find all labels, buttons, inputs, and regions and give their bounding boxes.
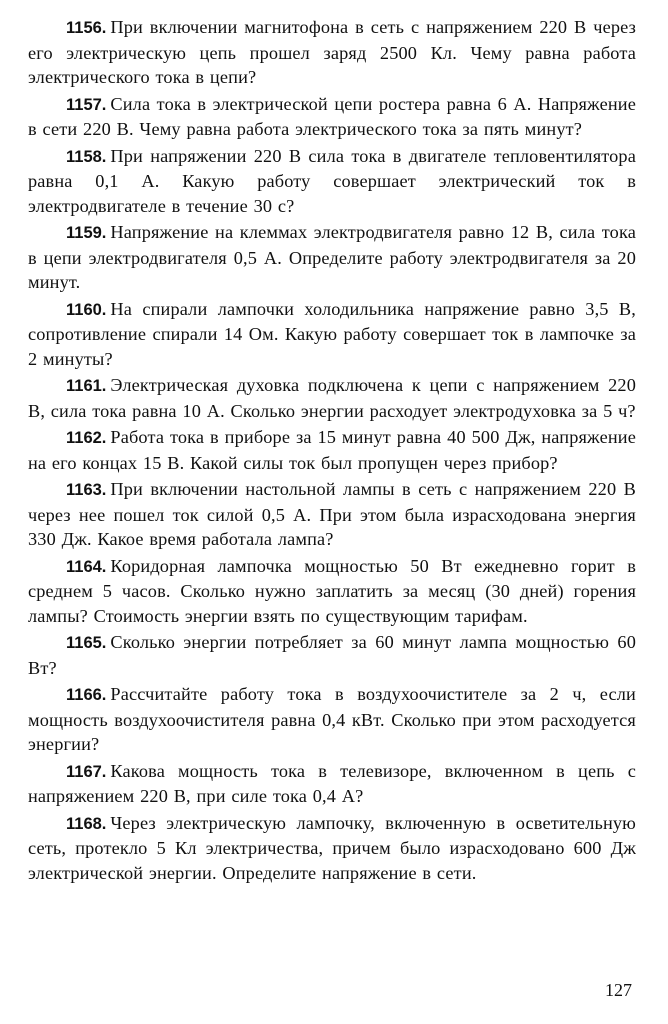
- problem-1164: [28, 554, 636, 629]
- page-number: 127: [605, 980, 632, 1000]
- problem-text: Напряжение на клеммах электродвигателя равно 12 В, сила тока в цепи электродвигателя 0,5 А. Определите работу электродвигателя за 20 минут.: [28, 222, 636, 292]
- problem-text: Работа тока в приборе за 15 минут равна 40 500 Дж, напряжение на его концах 15 В. Какой силы ток был пропущен через прибор?: [28, 427, 636, 473]
- problem-number: 1160.: [66, 300, 107, 319]
- problem-number: 1161.: [66, 377, 107, 395]
- problem-text: Какова мощность тока в телевизоре, включенном в цепь с напряжением 220 В, при силе тока 0,4 А?: [28, 760, 636, 806]
- problem-1167: [28, 759, 636, 809]
- problem-number: 1165.: [66, 634, 107, 652]
- problem-number: 1163.: [66, 481, 107, 499]
- problem-text: На спирали лампочки холодильника напряжение равно 3,5 В, сопротивление спирали 14 Ом. Какую работу совершает ток в лампочке за 2 минуты?: [28, 298, 636, 369]
- problem-number: 1168.: [66, 814, 107, 833]
- problem-number: 1166.: [66, 686, 107, 704]
- problem-number: 1164.: [66, 557, 107, 576]
- problem-number: 1159.: [66, 224, 107, 242]
- problem-1162: [28, 425, 636, 475]
- problem-text: Сила тока в электрической цепи ростера равна 6 А. Напряжение в сети 220 В. Чему равна работа электрического тока за пять минут?: [28, 93, 636, 139]
- problem-text: При включении магнитофона в сеть с напряжением 220 В через его электрическую цепь прошел заряд 2500 Кл. Чему равна работа электрического тока в цепи?: [28, 17, 636, 87]
- problem-1168: [28, 811, 636, 886]
- problem-1161: [28, 373, 636, 423]
- problem-1163: [28, 477, 636, 552]
- problem-number: 1157.: [66, 95, 107, 114]
- problem-number: 1162.: [66, 429, 107, 447]
- problem-number: 1158.: [66, 147, 107, 166]
- problem-1157: [28, 92, 636, 142]
- problem-1158: [28, 144, 636, 219]
- problem-1160: [28, 297, 636, 372]
- problem-number: 1156.: [66, 19, 107, 37]
- problem-text: Через электрическую лампочку, включенную в осветительную сеть, протекло 5 Кл электричества, причем было израсходовано 600 Дж электрической энергии. Определите напряжение в сети.: [28, 812, 636, 883]
- problem-text: При напряжении 220 В сила тока в двигателе тепловентилятора равна 0,1 А. Какую работу совершает электрический ток в электродвигателе в течение 30 с?: [28, 145, 636, 216]
- problem-1165: [28, 630, 636, 680]
- problem-number: 1167.: [66, 762, 107, 781]
- problem-1159: [28, 220, 636, 295]
- problem-1156: [28, 15, 636, 90]
- problem-text: Рассчитайте работу тока в воздухоочистителе за 2 ч, если мощность воздухоочистителя равна 0,4 кВт. Сколько при этом расходуется энергии?: [28, 684, 636, 754]
- problem-text: Электрическая духовка подключена к цепи с напряжением 220 В, сила тока равна 10 А. Сколько энергии расходует электродуховка за 5 ч?: [28, 375, 636, 421]
- problem-text: При включении настольной лампы в сеть с напряжением 220 В через нее пошел ток силой 0,5 А. При этом была израсходована энергия 330 Дж. Какое время работала лампа?: [28, 479, 636, 549]
- problem-text: Коридорная лампочка мощностью 50 Вт ежедневно горит в среднем 5 часов. Сколько нужно заплатить за месяц (30 дней) горения лампы? Стоимость энергии взять по существующим тарифам.: [28, 555, 636, 626]
- problem-text: Сколько энергии потребляет за 60 минут лампа мощностью 60 Вт?: [28, 632, 636, 678]
- problem-1166: [28, 682, 636, 757]
- problem-list: [28, 15, 636, 887]
